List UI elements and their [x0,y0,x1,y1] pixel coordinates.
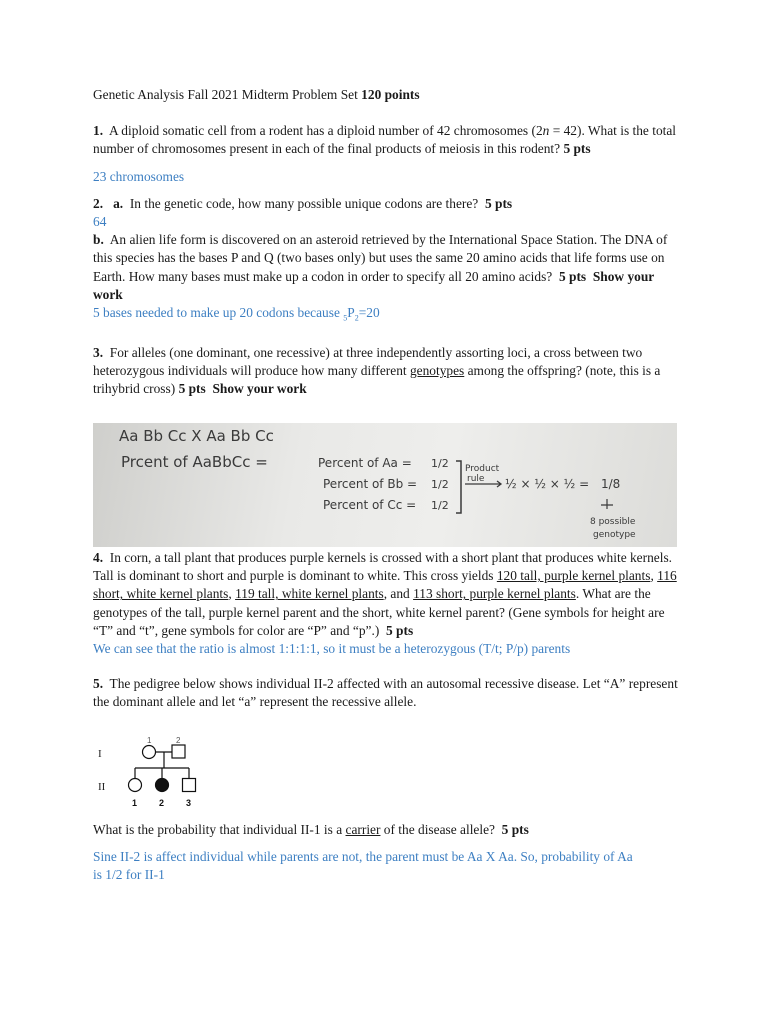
bracket-mark [456,461,461,513]
handwriting-row-b: Percent of Bb = [323,477,418,491]
handwriting-footnote-1: 8 possible [590,517,636,527]
document-title: Genetic Analysis Fall 2021 Midterm Problem Set 120 points [93,87,420,102]
answer-5: Sine II-2 is affect individual while parents are not, the parent must be Aa X Aa. So, probability of Aa is 1/2 for II-1 [93,849,633,883]
handwriting-product: ½ × ½ × ½ = [505,477,590,491]
question-5: 5. The pedigree below shows individual II-2 affected with an autosomal recessive disease. Let “A” represent the dominant allele and let “a” represent the recessive allele. [93,676,678,710]
pedigree-chart [93,730,213,810]
handwritten-work-photo [93,423,677,547]
individual-i1-female [143,746,156,759]
individual-ii3-male [183,779,196,792]
answer-2b: 5 bases needed to make up 20 codons because $_5P_2=20$ [93,305,380,323]
document-body [93,86,683,399]
question-4: 4. In corn, a tall plant that produces purple kernels is crossed with a short plant that produces white kernels. Tall is dominant to short and purple is dominant to white. This cross yields 120 tall, purple kernel plants, 116 short, white kernel plants, 119 tall, white kernel plants, and 113 short, purple kernel plants. What are the genotypes of the tall, purple kernel parent and the short, white kernel parent? (Gene symbols for height are “T” and “t”, gene symbols for color are “P” and “p”.) 5 pts [93,550,677,638]
individual-i2-male [172,745,185,758]
question-2b: b. An alien life form is discovered on an asteroid retrieved by the International Space Station. The DNA of this species has the bases P and Q (two bases only) but uses the same 20 amino acids that life forms use on Earth. How many bases must make up a codon in order to specify all 20 amino acids? 5 pts Show your work [93,232,668,302]
handwriting-row-a: Percent of Aa = [318,456,412,470]
answer-4: We can see that the ratio is almost 1:1:1:1, so it must be a heterozygous (T/t; P/p) parents [93,641,571,657]
question-5-probability: What is the probability that individual II-1 is a carrier of the disease allele? 5 pts [93,822,529,837]
individual-ii2-affected-female [156,779,169,792]
document-body-lower [93,549,683,712]
generation-label-i: I [98,748,102,760]
individual-ii1-female [129,779,142,792]
generation-label-ii: II [98,781,106,793]
question-2a: 2. a. In the genetic code, how many possible unique codons are there? 5 pts [93,195,513,211]
handwriting-frac-b: 1/2 [431,478,449,491]
handwriting-row-c: Percent of Cc = [323,498,417,512]
answer-2a: 64 [93,214,107,230]
answer-1: 23 chromosomes [93,168,185,184]
handwriting-frac-a: 1/2 [431,457,449,470]
handwriting-note-2: rule [467,474,485,484]
handwriting-note-1: Product [465,464,500,474]
handwriting-line-2: Prcent of AaBbCc = [121,453,268,471]
individual-ii3-number: 3 [186,798,192,808]
document-body-end [93,821,683,885]
individual-i2-number: 2 [176,736,181,745]
individual-ii2-number: 2 [159,798,165,808]
question-3: 3. For alleles (one dominant, one recessive) at three independently assorting loci, a cross between two heterozygous individuals will produce how many different genotypes among the offspring? (note, this is a trihybrid cross) 5 pts Show your work [93,344,661,397]
individual-ii1-number: 1 [132,798,138,808]
handwriting-frac-c: 1/2 [431,499,449,512]
down-mark [601,499,613,509]
handwriting-line-1: Aa Bb Cc X Aa Bb Cc [119,427,274,445]
individual-i1-number: 1 [147,736,152,745]
handwriting-footnote-2: genotype [593,530,636,540]
question-1: 1. A diploid somatic cell from a rodent has a diploid number of 42 chromosomes (2n = 42). What is the total number of chromosomes present in each of the final products of meiosis in this rodent? 5 pts [93,123,677,157]
handwriting-result: 1/8 [601,477,621,491]
